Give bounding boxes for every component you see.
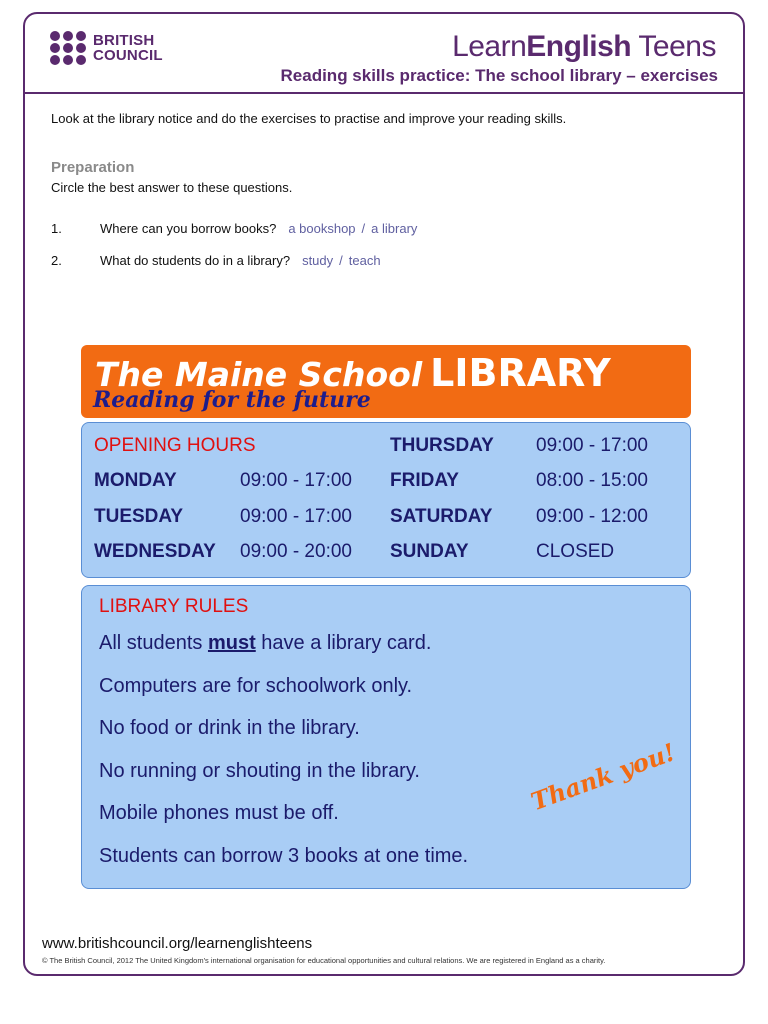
rule-item: Computers are for schoolwork only. [99,675,413,697]
question-number: 1. [51,221,62,236]
opening-hours-heading: OPENING HOURS [94,435,256,456]
hours-day: SATURDAY [390,506,493,527]
logo-line-2: COUNCIL [93,47,163,64]
brand-learn: Learn [452,30,527,63]
thank-you-note: Thank you! [527,737,680,817]
question-text: What do students do in a library? [100,253,291,268]
question-2 [51,253,381,268]
answer-option[interactable]: a bookshop [288,221,356,236]
hours-time: 09:00 - 20:00 [240,541,352,562]
hours-day: TUESDAY [94,506,184,527]
option-separator: / [339,253,343,268]
notice-title-library: LIBRARY [430,351,611,395]
notice-subtitle: Reading for the future [93,387,371,413]
answer-option[interactable]: a library [371,221,418,236]
option-separator: / [361,221,366,236]
footer-url[interactable]: www.britishcouncil.org/learnenglishteens [42,935,313,952]
learnenglish-teens-brand [452,30,716,64]
brand-english: English [526,30,632,63]
hours-day: SUNDAY [390,541,469,562]
rule-item [99,632,431,655]
hours-time: CLOSED [536,541,615,562]
rule-item: No running or shouting in the library. [99,760,420,782]
hours-time: 09:00 - 17:00 [240,506,352,527]
rule-item: Mobile phones must be off. [99,802,339,824]
preparation-instruction: Circle the best answer to these questions. [51,180,293,195]
library-notice-banner [81,345,691,418]
preparation-heading: Preparation [51,159,135,176]
answer-option[interactable]: study [302,253,334,268]
answer-option[interactable]: teach [348,253,381,268]
footer-copyright: © The British Council, 2012 The United Kingdom's international organisation for educational opportunities and cultural relations. We are registered in England as a charity. [42,956,606,965]
page-title: Reading skills practice: The school library – exercises [280,66,718,85]
header-divider [23,92,745,94]
rule-text: All students [99,632,208,654]
question-text: Where can you borrow books? [100,221,277,236]
hours-day: WEDNESDAY [94,541,216,562]
intro-text: Look at the library notice and do the exercises to practise and improve your reading skills. [51,111,567,126]
notice-title-school: The Maine School [95,355,423,394]
rule-item: Students can borrow 3 books at one time. [99,845,469,867]
question-number: 2. [51,253,62,268]
hours-day: FRIDAY [390,470,459,491]
rule-text: have a library card. [255,632,432,654]
opening-hours-box [81,422,691,578]
hours-day: THURSDAY [390,435,494,456]
question-1 [51,221,417,236]
hours-time: 09:00 - 17:00 [240,470,352,491]
library-rules-heading: LIBRARY RULES [99,596,249,617]
british-council-logo [50,31,163,65]
logo-line-1: BRITISH [93,32,155,49]
hours-time: 08:00 - 15:00 [536,470,648,491]
hours-time: 09:00 - 17:00 [536,435,648,456]
rule-emphasis: must [207,632,256,654]
hours-time: 09:00 - 12:00 [536,506,648,527]
library-rules-box [81,585,691,889]
hours-day: MONDAY [94,470,177,491]
brand-teens: Teens [631,30,716,63]
logo-dots-icon [50,31,87,65]
rule-item: No food or drink in the library. [99,717,360,739]
